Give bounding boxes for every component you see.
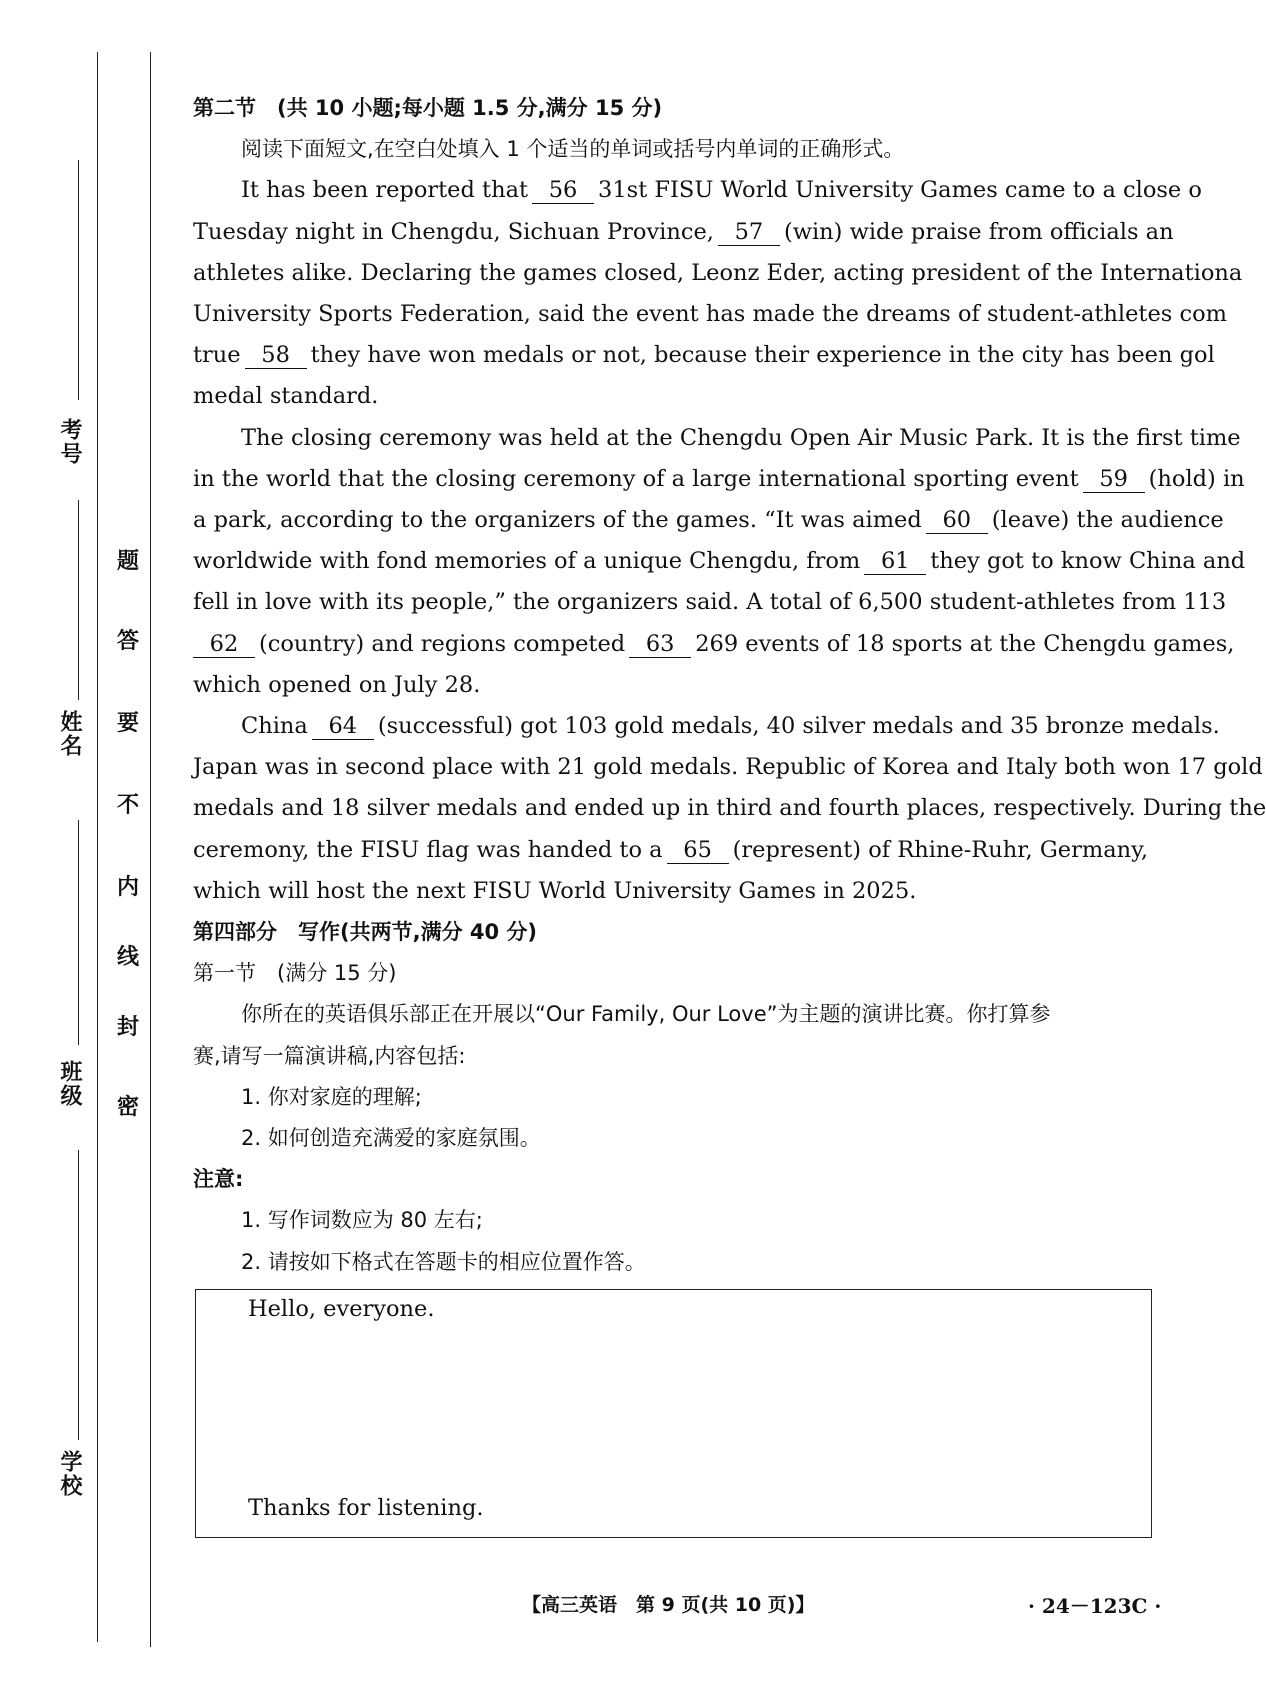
text-line: It has been reported that 56 31st FISU World University Games came to a close o — [241, 177, 1202, 204]
part4-title: 第四部分 写作(共两节,满分 40 分) — [193, 920, 538, 945]
content-point: 1. 你对家庭的理解; — [241, 1084, 422, 1109]
seal-char: 不 — [116, 793, 139, 818]
school-field — [55, 1150, 85, 1510]
blank-61[interactable]: 61 — [864, 548, 926, 575]
seal-char: 题 — [116, 549, 139, 574]
box-closing: Thanks for listening. — [248, 1495, 484, 1521]
content-point: 2. 如何创造充满爱的家庭氛围。 — [241, 1126, 541, 1151]
text-line: medals and 18 silver medals and ended up in third and fourth places, respectively. During the — [193, 795, 1266, 822]
binding-margin-outer-line — [97, 52, 98, 1642]
text-line: which opened on July 28. — [193, 671, 481, 698]
box-greeting: Hello, everyone. — [248, 1296, 435, 1322]
text-line: fell in love with its people,” the organizers said. A total of 6,500 student-athletes from 113 — [193, 589, 1227, 616]
exam-content — [193, 88, 1266, 1283]
class-label: 班级 — [57, 1060, 82, 1108]
seal-char: 答 — [116, 629, 139, 654]
school-rule — [78, 1150, 79, 1440]
blank-63[interactable]: 63 — [629, 631, 691, 658]
blank-57[interactable]: 57 — [718, 219, 780, 246]
passage-paragraph-3 — [193, 706, 1266, 912]
text-line: ceremony, the FISU flag was handed to a 65 (represent) of Rhine-Ruhr, Germany, — [193, 836, 1148, 863]
school-label: 学校 — [57, 1450, 82, 1498]
text-line: a park, according to the organizers of the games. “It was aimed 60 (leave) the audience — [193, 507, 1224, 534]
text-line: University Sports Federation, said the event has made the dreams of student-athletes com — [193, 301, 1227, 328]
class-field — [55, 820, 85, 1140]
seal-char: 线 — [116, 945, 139, 970]
blank-56[interactable]: 56 — [532, 177, 594, 204]
text-line: 62 (country) and regions competed 63 269 events of 18 sports at the Chengdu games, — [193, 624, 1153, 665]
section-title: 第二节 (共 10 小题;每小题 1.5 分,满分 15 分) — [193, 96, 663, 120]
seal-char: 内 — [116, 875, 139, 900]
text-line: medal standard. — [193, 383, 379, 410]
name-rule — [78, 500, 79, 700]
text-line: worldwide with fond memories of a unique Chengdu, from 61 they got to know China and — [193, 548, 1246, 575]
text-line: in the world that the closing ceremony of a large international sporting event 59 (hold) in — [193, 465, 1245, 492]
exam-number-label: 考号 — [57, 418, 82, 466]
seal-char: 密 — [116, 1095, 139, 1120]
text-line: athletes alike. Declaring the games closed, Leonz Eder, acting president of the Internationa — [193, 259, 1243, 286]
page-label: 【高三英语 第 9 页(共 10 页)】 — [522, 1594, 815, 1616]
blank-65[interactable]: 65 — [667, 837, 729, 864]
passage-paragraph-2 — [193, 418, 1246, 706]
section-instruction: 阅读下面短文,在空白处填入 1 个适当的单词或括号内单词的正确形式。 — [241, 137, 905, 162]
text-line: which will host the next FISU World University Games in 2025. — [193, 877, 917, 904]
passage-paragraph-1 — [193, 170, 1243, 417]
part4-section1-title: 第一节 (满分 15 分) — [193, 961, 397, 986]
exam-number-field — [55, 160, 85, 490]
note-item: 1. 写作词数应为 80 左右; — [241, 1208, 483, 1233]
text-line: The closing ceremony was held at the Chengdu Open Air Music Park. It is the first time — [241, 424, 1241, 451]
notes-title: 注意: — [193, 1167, 244, 1192]
class-rule — [78, 820, 79, 1045]
text-line: China 64 (successful) got 103 gold medals, 40 silver medals and 35 bronze medals. — [241, 713, 1220, 740]
seal-char: 封 — [116, 1015, 139, 1040]
blank-58[interactable]: 58 — [245, 342, 307, 369]
writing-prompt: 你所在的英语俱乐部正在开展以“Our Family, Our Love”为主题的演讲比赛。你打算参 — [241, 1002, 1051, 1027]
text-line: Japan was in second place with 21 gold medals. Republic of Korea and Italy both won 17 gold — [193, 754, 1263, 781]
seal-char: 要 — [116, 711, 139, 736]
writing-prompt: 赛,请写一篇演讲稿,内容包括: — [193, 1043, 466, 1068]
blank-64[interactable]: 64 — [312, 713, 374, 740]
blank-60[interactable]: 60 — [926, 507, 988, 534]
blank-62[interactable]: 62 — [193, 631, 255, 658]
name-field — [55, 500, 85, 800]
binding-margin-inner-line — [150, 52, 151, 1647]
blank-59[interactable]: 59 — [1083, 466, 1145, 493]
note-item: 2. 请按如下格式在答题卡的相应位置作答。 — [241, 1249, 646, 1274]
text-line: true 58 they have won medals or not, because their experience in the city has been gol — [193, 342, 1215, 369]
text-line: Tuesday night in Chengdu, Sichuan Province, 57 (win) wide praise from officials an — [193, 218, 1174, 245]
answer-format-box — [195, 1289, 1152, 1538]
exam-code: · 24－123C · — [1028, 1594, 1162, 1618]
exam-number-rule — [78, 160, 79, 400]
name-label: 姓名 — [57, 710, 82, 758]
